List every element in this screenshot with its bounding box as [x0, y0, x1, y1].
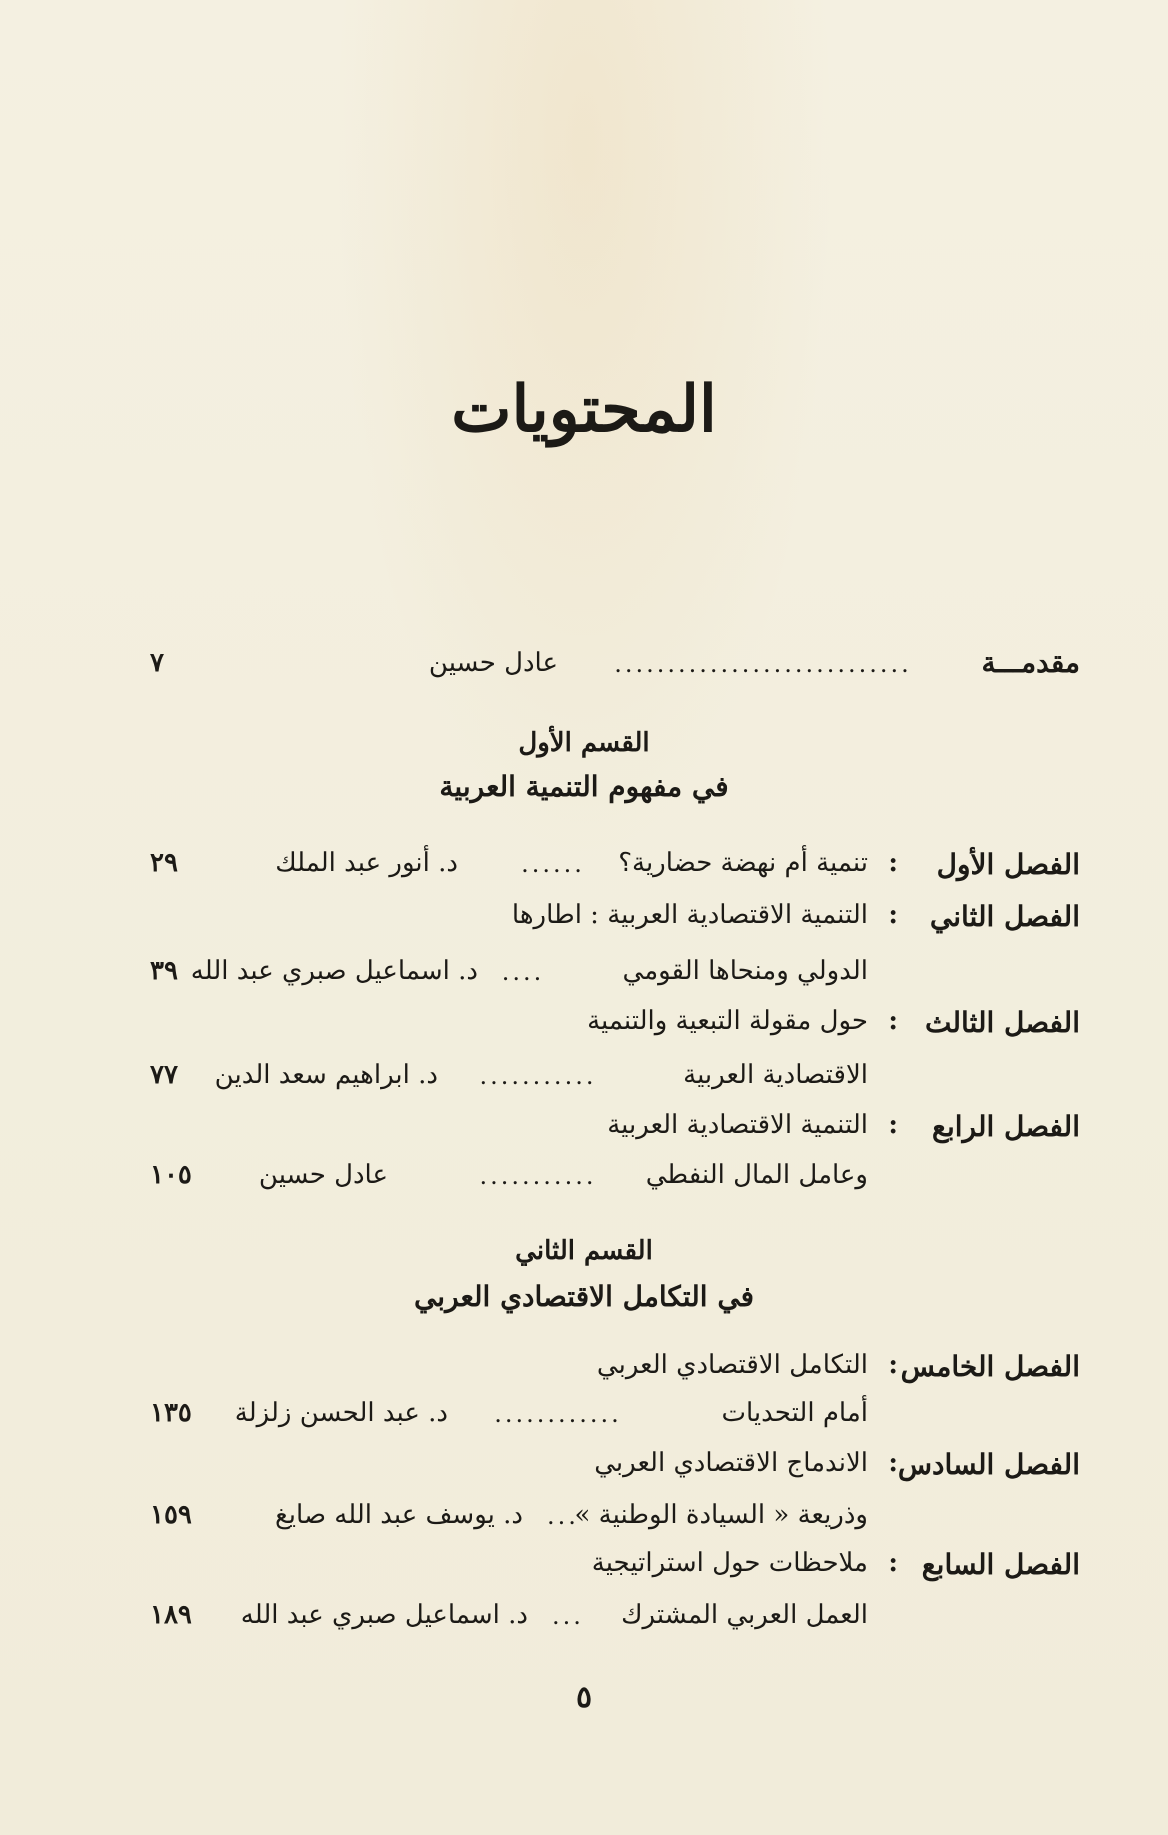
chapter-3-page: ٧٧	[150, 1060, 178, 1090]
chapter-7-colon: :	[888, 1548, 898, 1578]
chapter-3-subtitle: الاقتصادية العربية	[683, 1060, 868, 1090]
chapter-7-label: الفصل السابع	[921, 1548, 1080, 1581]
chapter-4-colon: :	[888, 1110, 898, 1140]
part1-subtitle: في مفهوم التنمية العربية	[439, 770, 729, 803]
chapter-3-label: الفصل الثالث	[924, 1006, 1080, 1039]
chapter-1-title: تنمية أم نهضة حضارية؟	[618, 848, 868, 878]
chapter-4-label: الفصل الرابع	[932, 1110, 1080, 1143]
chapter-4-subtitle: وعامل المال النفطي	[645, 1160, 868, 1190]
part2-subtitle: في التكامل الاقتصادي العربي	[413, 1280, 755, 1313]
chapter-4-dots: ...........	[479, 1162, 597, 1190]
chapter-7-page: ١٨٩	[150, 1600, 192, 1630]
intro-page: ٧	[150, 648, 164, 678]
chapter-4-page: ١٠٥	[150, 1160, 192, 1190]
intro-label: مقدمـــة	[981, 646, 1080, 679]
chapter-3-author: د. ابراهيم سعد الدين	[214, 1060, 438, 1090]
chapter-6-author: د. يوسف عبد الله صايغ	[274, 1500, 523, 1530]
chapter-2-author: د. اسماعيل صبري عبد الله	[190, 956, 478, 986]
chapter-1-dots: ......	[521, 850, 585, 878]
chapter-6-label: الفصل السادس	[897, 1448, 1080, 1481]
chapter-6-colon: :	[888, 1448, 898, 1478]
chapter-6-dots: ...	[547, 1502, 579, 1530]
chapter-6-page: ١٥٩	[150, 1500, 192, 1530]
chapter-7-title: ملاحظات حول استراتيجية	[591, 1548, 868, 1578]
chapter-5-page: ١٣٥	[150, 1398, 192, 1428]
intro-dots: ............................	[614, 650, 912, 678]
chapter-1-label: الفصل الأول	[936, 848, 1080, 881]
chapter-2-subtitle: الدولي ومنحاها القومي	[622, 956, 868, 986]
chapter-7-subtitle: العمل العربي المشترك	[621, 1600, 868, 1630]
page-number: ٥	[575, 1680, 593, 1715]
chapter-6-subtitle: وذريعة « السيادة الوطنية »	[574, 1500, 868, 1530]
chapter-5-label: الفصل الخامس	[900, 1350, 1080, 1383]
chapter-2-label: الفصل الثاني	[929, 900, 1080, 933]
chapter-1-page: ٢٩	[150, 848, 178, 878]
chapter-5-subtitle: أمام التحديات	[721, 1398, 868, 1428]
chapter-2-dots: ....	[501, 958, 545, 986]
chapter-3-title: حول مقولة التبعية والتنمية	[587, 1006, 868, 1036]
chapter-2-title: التنمية الاقتصادية العربية : اطارها	[511, 900, 868, 930]
chapter-7-dots: ...	[552, 1602, 584, 1630]
chapter-4-title: التنمية الاقتصادية العربية	[607, 1110, 868, 1140]
chapter-6-title: الاندماج الاقتصادي العربي	[594, 1448, 868, 1478]
chapter-5-title: التكامل الاقتصادي العربي	[596, 1350, 868, 1380]
part1-title: القسم الأول	[518, 728, 650, 758]
chapter-1-colon: :	[888, 848, 898, 878]
chapter-2-colon: :	[888, 900, 898, 930]
chapter-3-colon: :	[888, 1006, 898, 1036]
page-title: المحتويات	[451, 372, 717, 447]
chapter-4-author: عادل حسين	[258, 1160, 388, 1190]
part2-title: القسم الثاني	[515, 1236, 653, 1266]
chapter-1-author: د. أنور عبد الملك	[275, 848, 458, 878]
chapter-5-colon: :	[888, 1350, 898, 1380]
chapter-7-author: د. اسماعيل صبري عبد الله	[240, 1600, 528, 1630]
chapter-5-dots: ............	[494, 1400, 622, 1428]
intro-author: عادل حسين	[428, 648, 558, 678]
chapter-5-author: د. عبد الحسن زلزلة	[234, 1398, 448, 1428]
chapter-2-page: ٣٩	[150, 956, 178, 986]
chapter-3-dots: ...........	[479, 1062, 597, 1090]
